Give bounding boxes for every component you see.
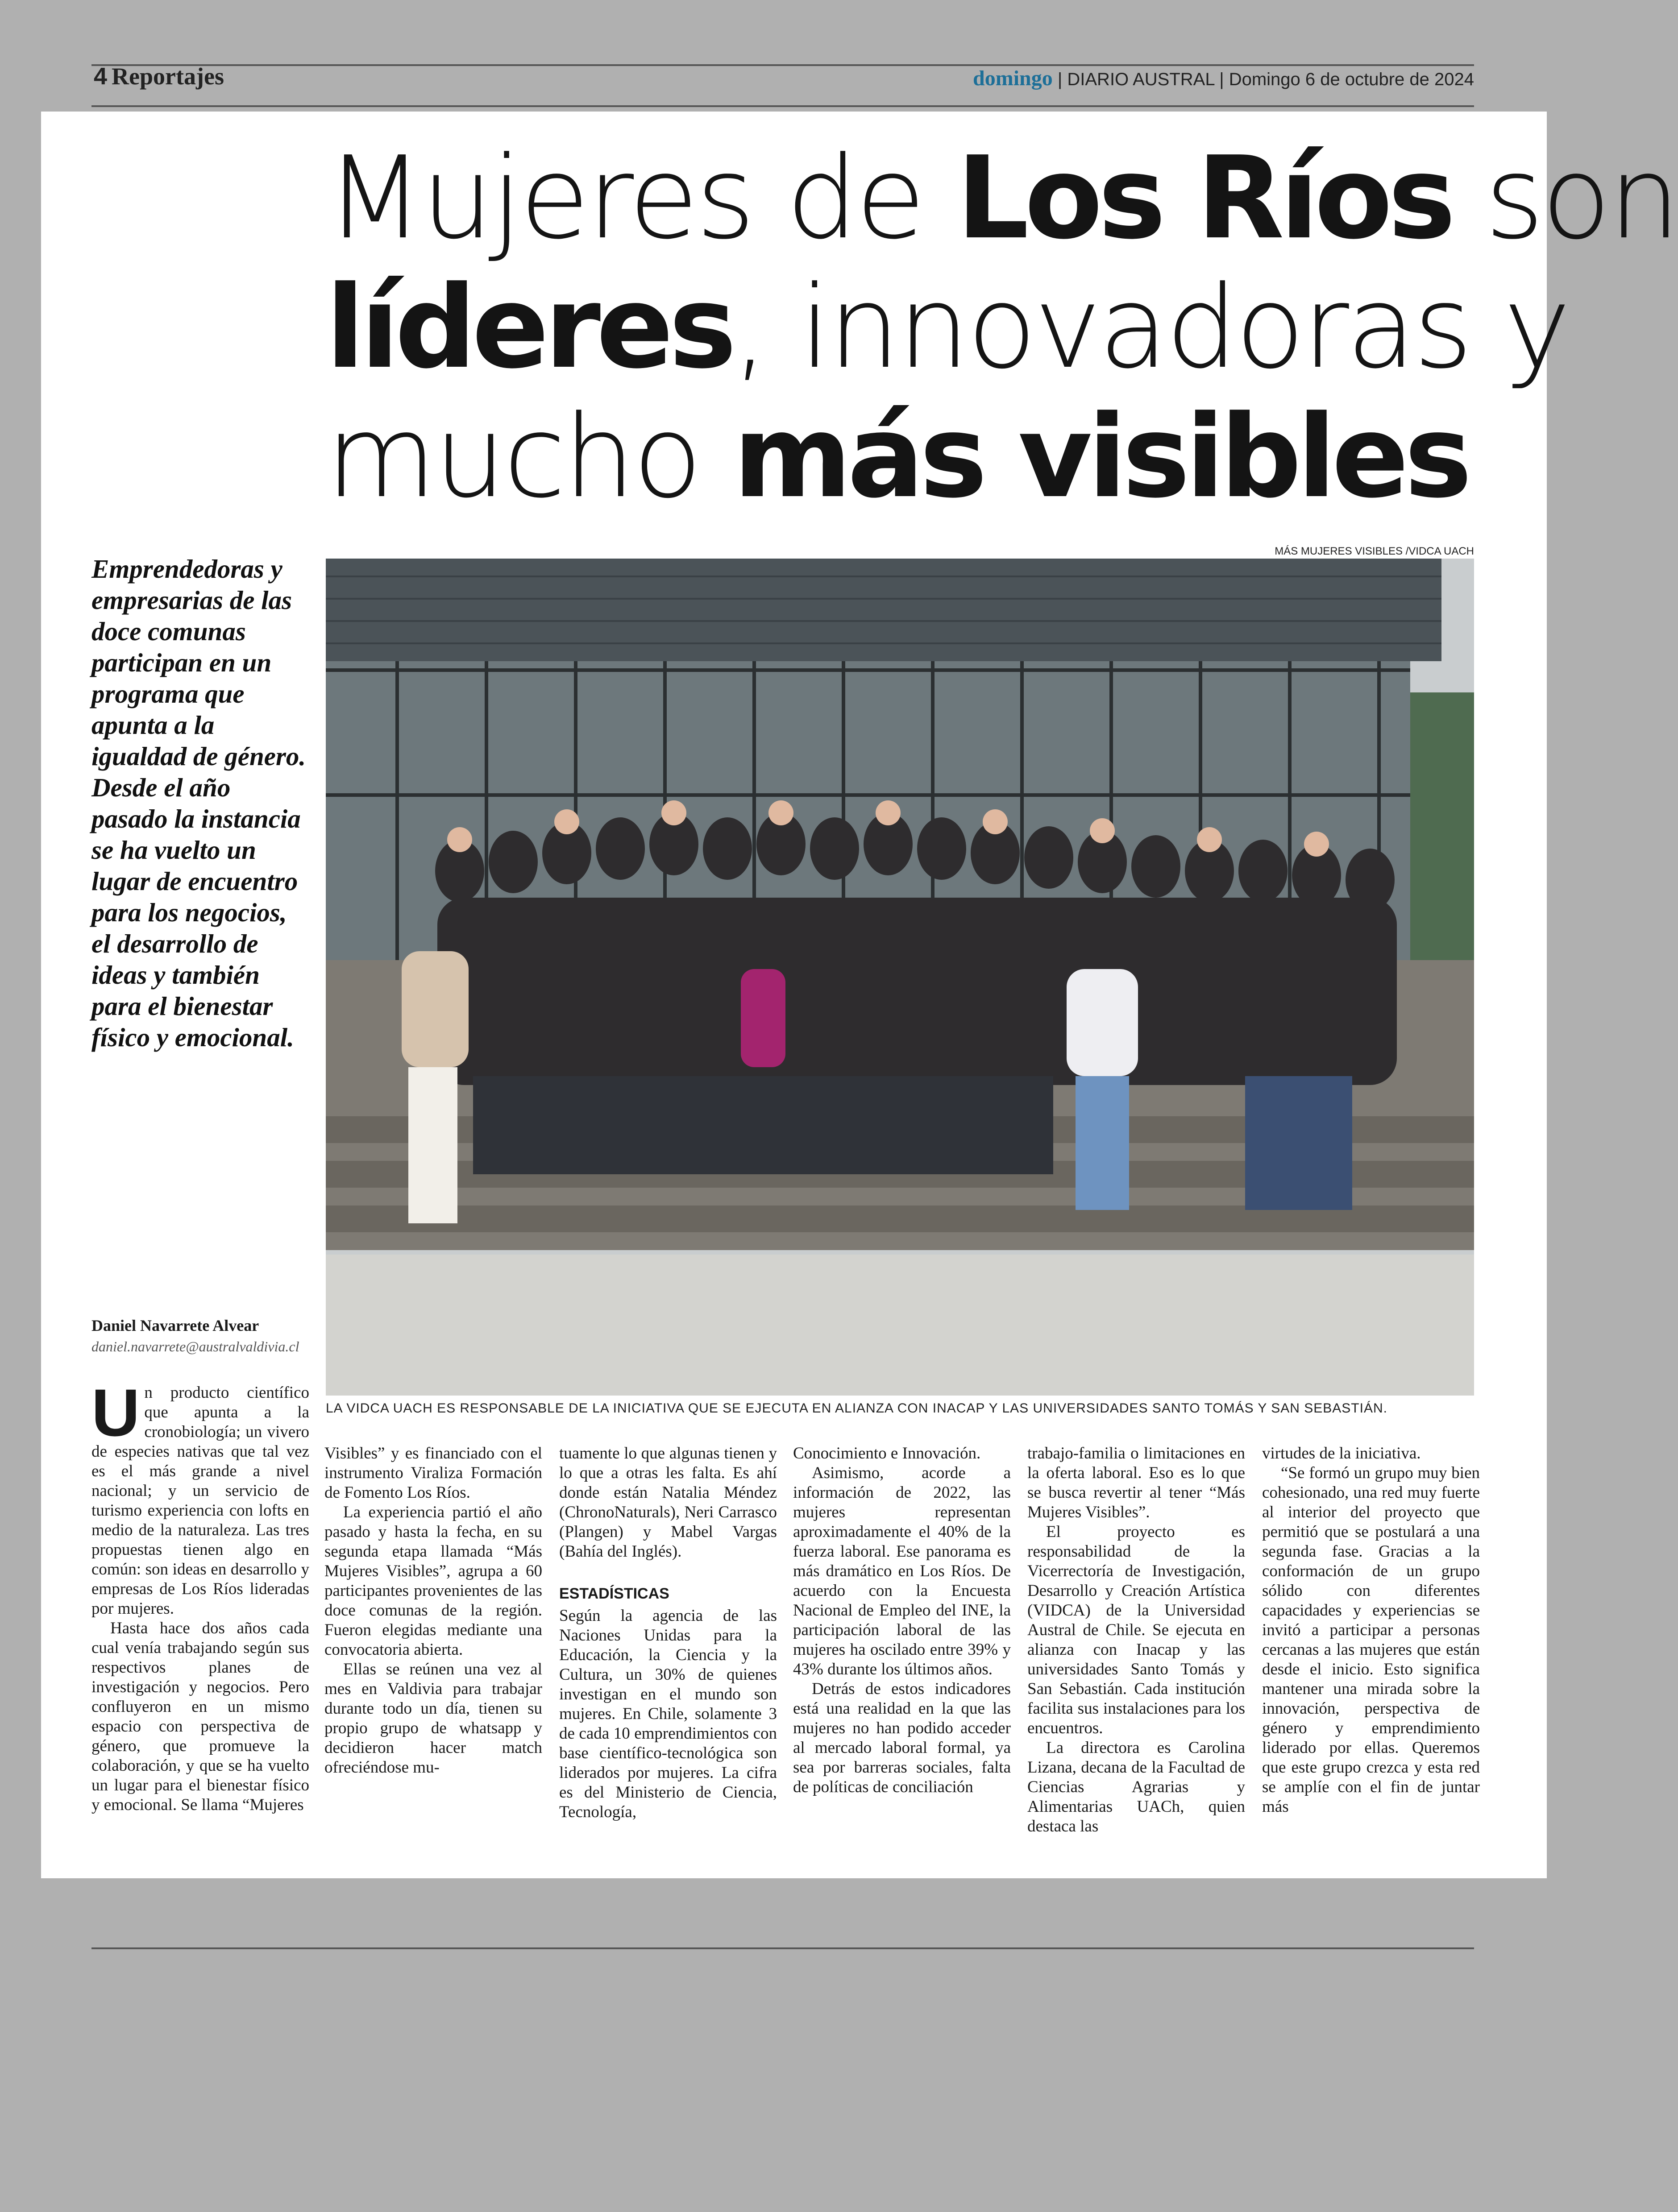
headline-text: , innovadoras y — [732, 261, 1568, 394]
page-header-section — [94, 62, 224, 90]
body-column-2 — [324, 1444, 542, 1777]
paragraph: Asimismo, acorde a información de 2022, las mujeres representan aproximadamente el 40% de la fuerza laboral. Ese panorama es más dramático en Los Ríos. De acuerdo con la Encuesta Nacional de Empleo del INE, la participación laboral de las mujeres ha oscilado entre 39% y 43% durante los últimos años. — [793, 1464, 1011, 1678]
paragraph: Hasta hace dos años cada cual venía trabajando según sus respectivos planes de investigación y negocios. Pero confluyeron en un mismo espacio con perspectiva de género, que promueve la colaboración, y que se ha vuelto un lugar para el bienestar físico y emocional. Se llama “Mujeres — [91, 1619, 309, 1814]
headline-text: Mujeres de — [326, 132, 957, 265]
subheading: ESTADÍSTICAS — [559, 1585, 669, 1602]
paragraph: trabajo-familia o limitaciones en la oferta laboral. Eso es lo que se busca revertir al tener “Más Mujeres Visibles”. — [1027, 1444, 1245, 1521]
publication-name: DIARIO AUSTRAL — [1067, 70, 1215, 89]
page-number: 4 — [94, 63, 108, 90]
photo-caption: LA VIDCA UACH ES RESPONSABLE DE LA INICIATIVA QUE SE EJECUTA EN ALIANZA CON INACAP Y LAS UNIVERSIDADES SANTO TOMÁS Y SAN SEBASTIÁN. — [326, 1401, 1387, 1416]
footer-rule — [91, 1947, 1474, 1949]
paragraph: Visibles” y es financiado con el instrumento Viraliza Formación de Fomento Los Ríos. — [324, 1444, 542, 1502]
article-deck: Emprendedoras y empresarias de las doce comunas participan en un programa que apunta a la igualdad de género. Desde el año pasado la instancia se ha vuelto un lugar de encuentro para los negocios, el desarrollo de ideas y también para el bienestar físico y emocional. — [91, 554, 306, 1052]
paragraph: Detrás de estos indicadores está una realidad en la que las mujeres no han podido acceder al mercado laboral formal, ya sea por barreras sociales, falta de políticas de conciliación — [793, 1680, 1011, 1796]
page-header-publication: domingo | DIARIO AUSTRAL | Domingo 6 de octubre de 2024 — [973, 66, 1474, 90]
headline-bold: Los Ríos — [956, 132, 1452, 265]
body-column-5 — [1027, 1444, 1245, 1836]
byline-author: Daniel Navarrete Alvear — [91, 1317, 259, 1334]
issue-date: Domingo 6 de octubre de 2024 — [1229, 70, 1474, 89]
body-column-4 — [793, 1444, 1011, 1797]
drop-cap: U — [91, 1375, 140, 1450]
headline-bold: líderes — [326, 261, 732, 394]
paragraph: La experiencia partió el año pasado y hasta la fecha, en su segunda etapa llamada “Más Mujeres Visibles”, agrupa a 60 participantes provenientes de las doce comunas de la región. Fueron elegidas mediante una convocatoria abierta. — [324, 1503, 542, 1659]
headline-text: son — [1451, 132, 1678, 265]
group-photo-illustration — [326, 559, 1474, 1396]
header-bottom-rule — [91, 105, 1474, 107]
photo-credit: MÁS MUJERES VISIBLES /VIDCA UACH — [1275, 545, 1474, 557]
paragraph: tuamente lo que algunas tienen y lo que a otras les falta. Es ahí donde están Natalia Méndez (ChronoNaturals), Neri Carrasco (Plangen) y Mabel Vargas (Bahía del Inglés). — [559, 1444, 777, 1561]
body-column-3 — [559, 1444, 777, 1822]
body-column-1 — [91, 1375, 309, 1815]
paragraph: La directora es Carolina Lizana, decana de la Facultad de Ciencias Agrarias y Alimentarias UACh, quien destaca las — [1027, 1739, 1245, 1835]
byline-email: daniel.navarrete@australvaldivia.cl — [91, 1338, 299, 1355]
paragraph: virtudes de la iniciativa. — [1262, 1444, 1421, 1462]
brand-name: domingo — [973, 66, 1053, 90]
section-name: Reportajes — [112, 63, 224, 90]
paragraph: El proyecto es responsabilidad de la Vicerrectoría de Investigación, Desarrollo y Creación Artística (VIDCA) de la Universidad Austral de Chile. Se ejecuta en alianza con Inacap y las universidades Santo Tomás y San Sebastián. Cada institución facilita sus instalaciones para los encuentros. — [1027, 1523, 1245, 1737]
paragraph: Conocimiento e Innovación. — [793, 1444, 981, 1462]
headline-text: mucho — [326, 391, 733, 523]
headline — [326, 132, 1678, 523]
body-column-6 — [1262, 1444, 1480, 1817]
paragraph: n producto científico que apunta a la cronobiología; un vivero de especies nativas que tal vez es el más grande a nivel nacional; y un servicio de turismo experiencia con lofts en medio de la naturaleza. Las tres propuestas tienen algo en común: son ideas en desarrollo y empresas de Los Ríos lideradas por mujeres. — [91, 1384, 309, 1618]
paragraph: “Se formó un grupo muy bien cohesionado, una red muy fuerte al interior del proyecto que permitió que se postulará a una segunda fase. Gracias a la conformación de un grupo sólido con diferentes capacidades y experiencias se invitó a participar a personas cercanas a las mujeres que están desde el inicio. Esto significa mantener una mirada sobre la innovación, perspectiva de género y emprendimiento liderado por ellas. Queremos que este grupo crezca y esta red se amplíe con el fin de juntar más — [1262, 1464, 1480, 1816]
headline-bold: más visibles — [733, 391, 1468, 523]
paragraph: Ellas se reúnen una vez al mes en Valdivia para trabajar durante todo un día, tienen su propio grupo de whatsapp y decidieron hacer match ofreciéndose mu- — [324, 1660, 542, 1777]
group-photo — [326, 559, 1474, 1396]
paragraph: Según la agencia de las Naciones Unidas para la Educación, la Ciencia y la Cultura, un 30% de quienes investigan en el mundo son mujeres. En Chile, solamente 3 de cada 10 emprendimientos con base científico-tecnológica son liderados por mujeres. La cifra es del Ministerio de Ciencia, Tecnología, — [559, 1607, 777, 1821]
